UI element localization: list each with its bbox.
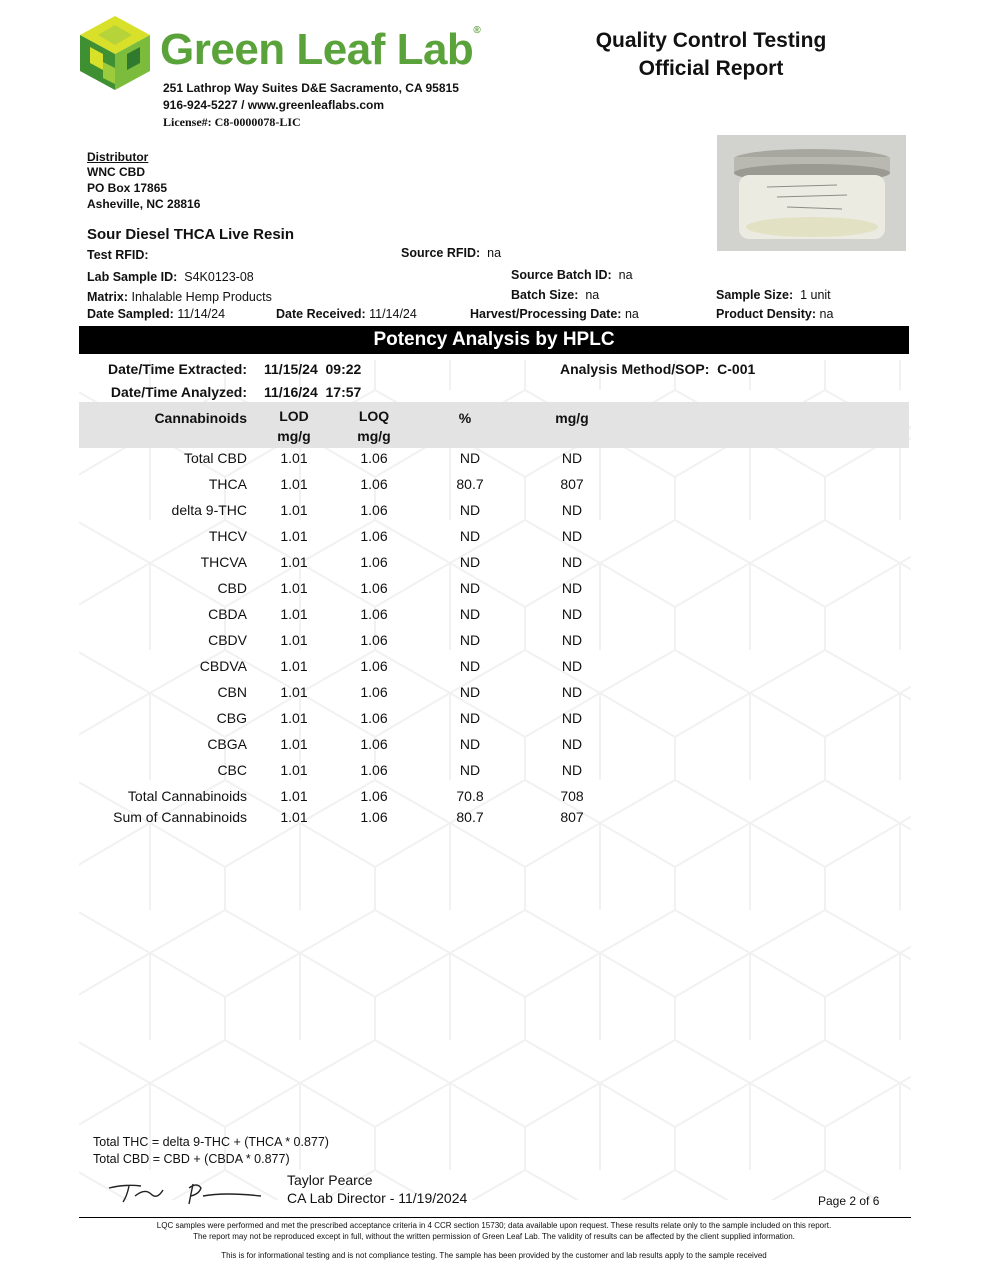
loq-value: 1.06 (360, 554, 388, 570)
director-title: CA Lab Director - 11/19/2024 (287, 1190, 468, 1206)
lod-value: 1.01 (280, 762, 308, 778)
lod-value: 1.01 (280, 788, 308, 804)
mgg-value: 807 (560, 809, 584, 825)
mgg-value: 807 (560, 476, 584, 492)
director-name: Taylor Pearce (287, 1172, 373, 1188)
director-signature (105, 1178, 265, 1206)
date-received: Date Received: 11/14/24 (276, 307, 417, 321)
analyzed-label: Date/Time Analyzed: (110, 384, 247, 400)
cannabinoid-name: CBC (217, 762, 247, 778)
loq-value: 1.06 (360, 710, 388, 726)
lod-value: 1.01 (280, 658, 308, 674)
date-sampled: Date Sampled: 11/14/24 (87, 307, 226, 321)
percent-value: ND (459, 736, 481, 752)
cannabinoid-name: CBDV (208, 632, 247, 648)
harvest-date: Harvest/Processing Date: na (470, 307, 639, 321)
cannabinoid-name: CBG (216, 710, 247, 726)
loq-value: 1.06 (360, 684, 388, 700)
cannabinoid-name: Total CBD (183, 450, 247, 466)
mgg-value: ND (561, 450, 583, 466)
mgg-value: ND (561, 658, 583, 674)
mgg-value: 708 (560, 788, 584, 804)
percent-value: ND (459, 658, 481, 674)
page-number: Page 2 of 6 (818, 1194, 880, 1208)
sample-size: Sample Size: 1 unit (716, 288, 831, 302)
col-cannabinoids: Cannabinoids (154, 410, 247, 426)
lod-value: 1.01 (280, 606, 308, 622)
disclaimer-line2: The report may not be reproduced except in full, without the written permission of Green Leaf Lab. The validity of results can be affected by the client supplied information. (193, 1232, 795, 1241)
percent-value: ND (459, 554, 481, 570)
lod-value: 1.01 (280, 580, 308, 596)
loq-value: 1.06 (360, 809, 388, 825)
source-batch-id: Source Batch ID: na (511, 268, 633, 282)
loq-value: 1.06 (360, 658, 388, 674)
source-rfid: Source RFID: na (401, 246, 502, 260)
lod-value: 1.01 (280, 502, 308, 518)
total-thc-formula: Total THC = delta 9-THC + (THCA * 0.877) (93, 1135, 329, 1149)
col-mgg: mg/g (555, 410, 589, 426)
loq-value: 1.06 (360, 788, 388, 804)
cannabinoid-name: CBDA (208, 606, 247, 622)
lod-value: 1.01 (280, 476, 308, 492)
percent-value: ND (459, 684, 481, 700)
lod-value: 1.01 (280, 632, 308, 648)
loq-value: 1.06 (360, 762, 388, 778)
lod-value: 1.01 (280, 450, 308, 466)
potency-section-title: Potency Analysis by HPLC (79, 326, 909, 354)
loq-value: 1.06 (360, 632, 388, 648)
percent-value: 80.7 (456, 809, 484, 825)
percent-value: ND (459, 606, 481, 622)
percent-value: ND (459, 632, 481, 648)
col-percent: % (458, 410, 472, 426)
lod-value: 1.01 (280, 554, 308, 570)
lab-contact: 916-924-5227 / www.greenleaflabs.com (163, 98, 384, 112)
percent-value: ND (459, 502, 481, 518)
percent-value: ND (459, 528, 481, 544)
cannabinoid-name: THCV (208, 528, 247, 544)
mgg-value: ND (561, 502, 583, 518)
loq-value: 1.06 (360, 606, 388, 622)
disclaimer-line3: This is for informational testing and is not compliance testing. The sample has been provided by the customer and lab results apply to the sample received (221, 1251, 767, 1260)
loq-value: 1.06 (360, 450, 388, 466)
product-name: Sour Diesel THCA Live Resin (87, 226, 294, 243)
percent-value: ND (459, 580, 481, 596)
mgg-value: ND (561, 528, 583, 544)
batch-size: Batch Size: na (511, 288, 600, 302)
percent-value: ND (459, 450, 481, 466)
green-leaf-lab-logo-cube (78, 14, 152, 92)
report-title: Quality Control Testing Official Report (595, 29, 827, 80)
percent-value: ND (459, 710, 481, 726)
percent-value: 70.8 (456, 788, 484, 804)
col-lod: LOD mg/g (277, 408, 311, 444)
analyzed-datetime: 11/16/24 17:57 (264, 384, 362, 400)
distributor-address1: PO Box 17865 (87, 181, 168, 195)
product-density: Product Density: na (716, 307, 834, 321)
mgg-value: ND (561, 632, 583, 648)
distributor-heading: Distributor (87, 150, 149, 164)
distributor-address2: Asheville, NC 28816 (87, 197, 201, 211)
percent-value: 80.7 (456, 476, 484, 492)
lod-value: 1.01 (280, 528, 308, 544)
loq-value: 1.06 (360, 528, 388, 544)
mgg-value: ND (561, 580, 583, 596)
percent-value: ND (459, 762, 481, 778)
matrix: Matrix: Inhalable Hemp Products (87, 290, 272, 304)
mgg-value: ND (561, 554, 583, 570)
lab-license: License#: C8-0000078-LIC (163, 115, 301, 129)
cannabinoid-name: CBD (217, 580, 247, 596)
lod-value: 1.01 (280, 809, 308, 825)
sample-photo (717, 135, 906, 251)
extracted-label: Date/Time Extracted: (107, 361, 247, 377)
mgg-value: ND (561, 710, 583, 726)
lod-value: 1.01 (280, 736, 308, 752)
cannabinoid-name: CBN (217, 684, 247, 700)
mgg-value: ND (561, 762, 583, 778)
disclaimer-line1: LQC samples were performed and met the prescribed acceptance criteria in 4 CCR section 15730; data available upon request. These results relate only to the sample included on this report. (156, 1221, 832, 1230)
cannabinoid-name: Total Cannabinoids (127, 788, 247, 804)
lab-sample-id: Lab Sample ID: S4K0123-08 (87, 270, 254, 284)
loq-value: 1.06 (360, 736, 388, 752)
brand-name: Green Leaf Lab® (160, 25, 481, 74)
cannabinoid-name: THCA (208, 476, 247, 492)
analysis-method: Analysis Method/SOP: C-001 (560, 361, 756, 377)
lod-value: 1.01 (280, 684, 308, 700)
extracted-datetime: 11/15/24 09:22 (264, 361, 362, 377)
cannabinoid-name: CBDVA (199, 658, 247, 674)
loq-value: 1.06 (360, 476, 388, 492)
cannabinoid-name: THCVA (200, 554, 247, 570)
cannabinoid-name: delta 9-THC (171, 502, 247, 518)
mgg-value: ND (561, 606, 583, 622)
mgg-value: ND (561, 736, 583, 752)
cannabinoid-name: CBGA (207, 736, 247, 752)
footer-divider (79, 1217, 911, 1218)
loq-value: 1.06 (360, 580, 388, 596)
cannabinoid-name: Sum of Cannabinoids (113, 809, 247, 825)
mgg-value: ND (561, 684, 583, 700)
test-rfid-label: Test RFID: (87, 248, 149, 262)
loq-value: 1.06 (360, 502, 388, 518)
col-loq: LOQ mg/g (357, 408, 391, 444)
distributor-name: WNC CBD (87, 165, 145, 179)
lab-address: 251 Lathrop Way Suites D&E Sacramento, CA 95815 (163, 81, 459, 95)
lod-value: 1.01 (280, 710, 308, 726)
total-cbd-formula: Total CBD = CBD + (CBDA * 0.877) (93, 1152, 290, 1166)
